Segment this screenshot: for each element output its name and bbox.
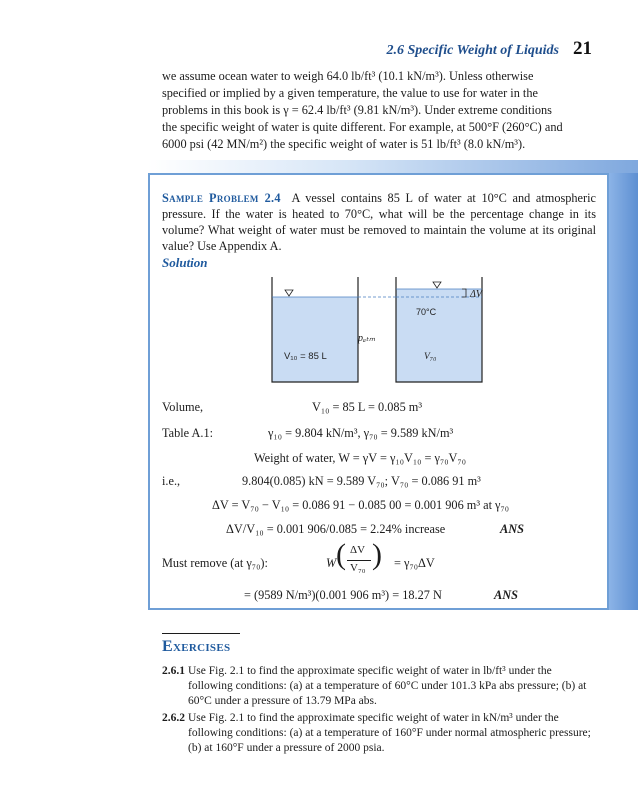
solution-label: Solution [162,255,208,270]
fraction-denominator: V₇₀ [350,562,366,574]
ratio-equation: ΔV/V₁₀ = 0.001 906/0.085 = 2.24% increase [226,522,446,536]
ie-label: i.e., [162,474,181,488]
ie-equation: 9.804(0.085) kN = 9.589 V₇₀; V₇₀ = 0.086 91 m³ [242,474,481,488]
sample-problem-text: A vessel contains 85 L of water at 10°C and atmospheric pressure. If the water is heated to 70°C, what will be the percentage change in its volume? What weight of water must be removed to maintain the volume at its original value? Use Appendix A. [162,191,596,253]
exercise-text: Use Fig. 2.1 to find the approximate specific weight of water in lb/ft³ under the following conditions: (a) at a temperature of 60°C under 101.3 kPa abs pressure; (b) at 60°C under a pressure of 13.79 MPa abs. [188,665,587,707]
exercise-number: 2.6.2 [162,712,185,724]
sample-problem-label: Sample Problem 2.4 [162,191,281,205]
box-side-band [607,173,638,610]
intro-paragraph [162,68,594,153]
answer-label: ANS [500,522,524,536]
right-surface-marker [433,282,441,288]
right-volume-label: V₇₀ [424,352,437,362]
exercise-text: Use Fig. 2.1 to find the approximate specific weight of water in kN/m³ under the following conditions: (a) at a temperature of 160°F under normal atmospheric pressure; (b) at 160°F under a pressure of 2000 psia. [188,712,591,754]
temp-label: 70°C [416,307,437,317]
exercise-number: 2.6.1 [162,665,185,677]
exercises-rule [162,633,240,634]
left-surface-marker [285,290,293,296]
table-label: Table A.1: [162,426,214,440]
page-number: 21 [573,38,592,59]
left-volume-label: V₁₀ = 85 L [284,351,327,362]
must-w: W [326,556,337,570]
intro-line: specified or implied by a given temperature, the value to use for water in the [162,86,538,100]
exercise-item [162,711,594,756]
box-top-band [148,160,638,173]
table-equation: γ₁₀ = 9.804 kN/m³, γ₇₀ = 9.589 kN/m³ [268,426,454,440]
final-equation: = (9589 N/m³)(0.001 906 m³) = 18.27 N [244,588,442,602]
fraction-bar [347,560,371,561]
patm-label: pₐₜₘ [358,333,376,344]
exercises-title: Exercises [162,638,231,655]
fraction-numerator: ΔV [350,544,366,556]
running-header [386,38,592,60]
volume-equation: V₁₀ = 85 L = 0.085 m³ [312,400,423,414]
delta-label: ΔV [470,289,482,300]
vessel-diagram [260,275,520,387]
exercise-item [162,664,594,709]
left-water [272,297,358,382]
right-water [396,289,482,382]
weight-equation: Weight of water, W = γV = γ₁₀V₁₀ = γ₇₀V₇₀ [254,451,466,465]
must-rhs: = γ₇₀ΔV [394,556,435,570]
intro-line: we assume ocean water to weigh 64.0 lb/ft³ (10.1 kN/m³). Unless otherwise [162,69,534,83]
sample-problem-statement [162,190,596,254]
volume-label: Volume, [162,400,204,414]
intro-line: the specific weight of water is quite different. For example, at 500°F (260°C) and [162,120,563,134]
section-title: 2.6 Specific Weight of Liquids [386,43,559,58]
delta-equation: ΔV = V₇₀ − V₁₀ = 0.086 91 − 0.085 00 = 0.001 906 m³ at γ₇₀ [212,498,510,512]
left-paren: ( [336,538,346,571]
intro-line: 6000 psi (42 MN/m²) the specific weight of water is 51 lb/ft³ (8.0 kN/m³). [162,137,526,151]
right-paren: ) [372,538,382,571]
intro-line: problems in this book is γ = 62.4 lb/ft³ (9.81 kN/m³). Under extreme conditions [162,103,552,117]
must-remove-label: Must remove (at γ₇₀): [162,556,268,570]
final-answer-label: ANS [494,588,518,602]
